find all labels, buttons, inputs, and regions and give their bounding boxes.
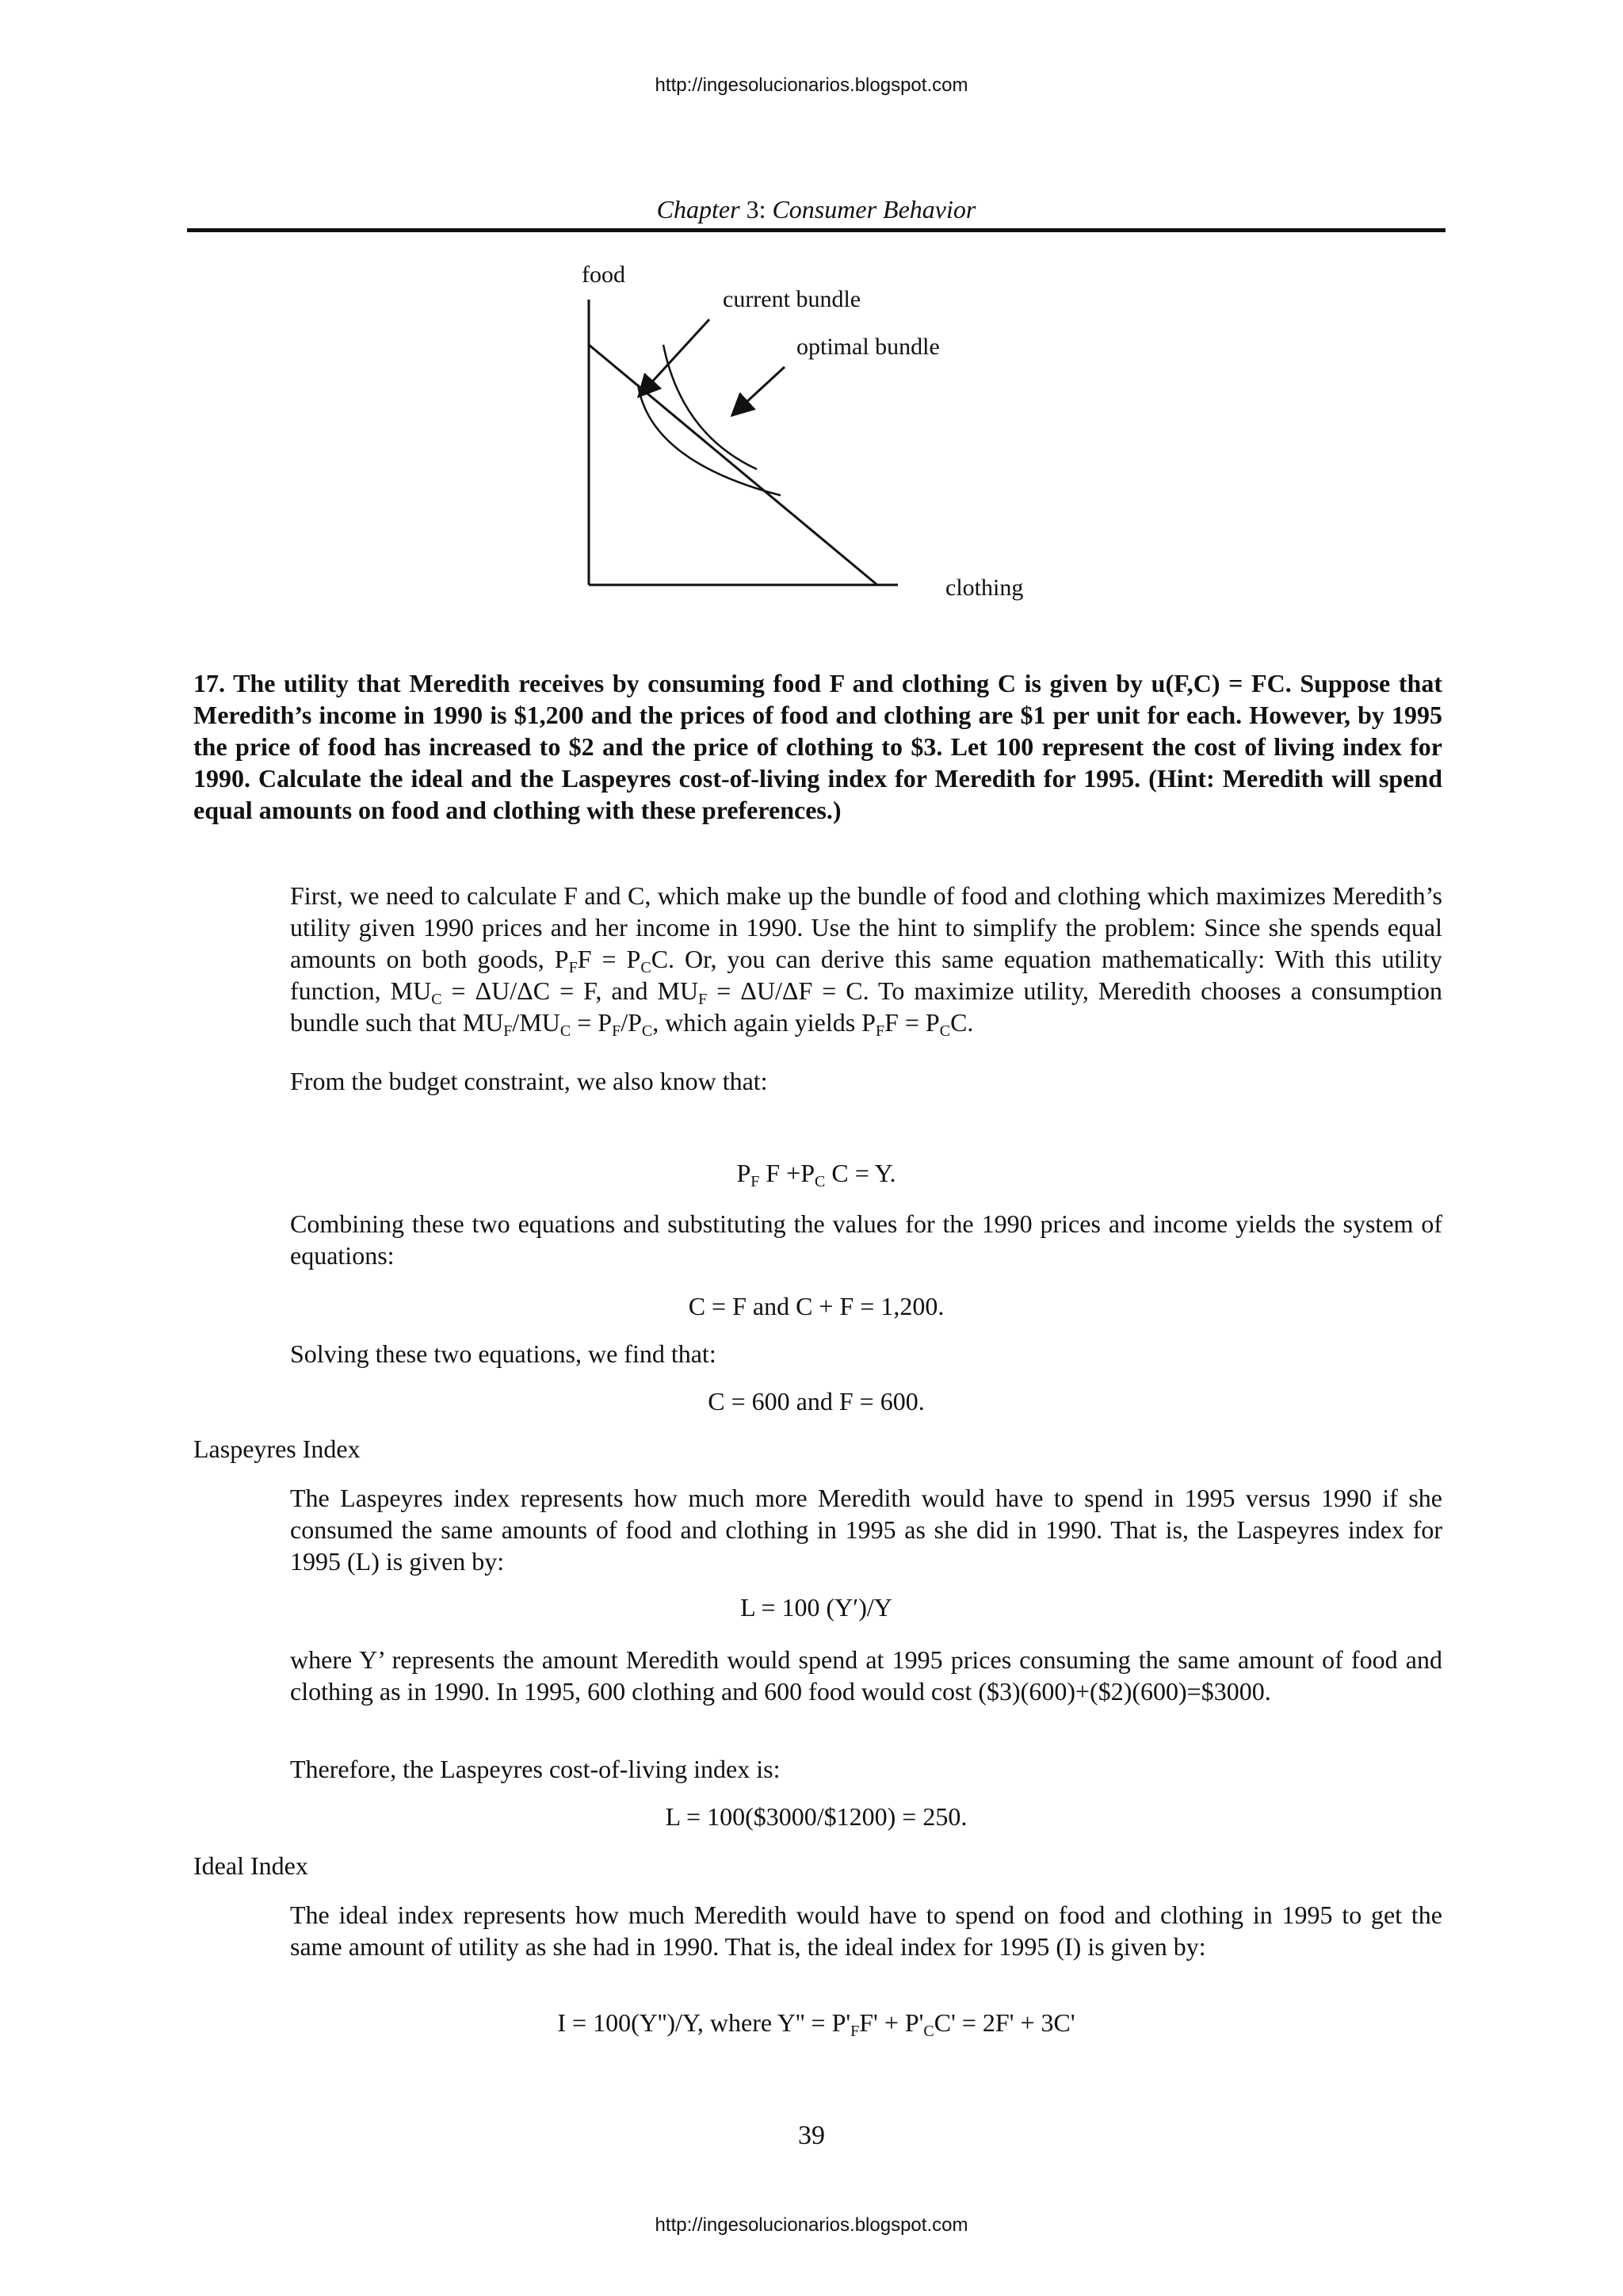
paragraph-yprime: where Y’ represents the amount Meredith would spend at 1995 prices consuming the same amount of food and clothing as in 1990. In 1995, 600 clothing and 600 food would cost ($3)(600)+($2)(600)=$3000. xyxy=(290,1645,1442,1706)
question-17: 17. The utility that Meredith receives by consuming food F and clothing C is given by u(F,C) = FC. Suppose that Meredith’s income in 1990 is $1,200 and the prices of food and clothing are $1 per unit for each. However, by 1995 the price of food has increased to $2 and the price of clothing to $3. Let 100 represent the cost of living index for 1990. Calculate the ideal and the Laspeyres cost-of-living index for Meredith for 1995. (Hint: Meredith will spend equal amounts on food and clothing with these preferences.) xyxy=(193,669,1442,824)
x-axis-label: clothing xyxy=(945,575,1024,601)
equation-laspeyres-value: L = 100($3000/$1200) = 250. xyxy=(665,1802,968,1831)
page-number: 39 xyxy=(798,2121,825,2150)
indifference-figure xyxy=(547,254,1086,610)
optimal-bundle-label: optimal bundle xyxy=(796,334,940,360)
paragraph-combine: Combining these two equations and substituting the values for the 1990 prices and income yields the system of equations: xyxy=(290,1209,1442,1270)
equation-ideal: I = 100(Y'')/Y, where $Y'' = P'_FF' + P'_CC' = 2F' + 3C'$ xyxy=(557,2008,1075,2040)
optimal-bundle-arrow xyxy=(734,367,785,414)
chapter-number: 3 xyxy=(746,195,759,223)
chapter-header: Chapter 3: Consumer Behavior xyxy=(656,195,976,223)
current-bundle-label: current bundle xyxy=(723,286,861,312)
y-axis-label: food xyxy=(582,262,625,288)
paragraph-ideal: The ideal index represents how much Meredith would have to spend on food and clothing in 1995 to get the same amount of utility as she had in 1990. That is, the ideal index for 1995 (I) is given by: xyxy=(290,1901,1442,1961)
header-rule xyxy=(187,228,1445,232)
header-url[interactable]: http://ingesolucionarios.blogspot.com xyxy=(655,74,968,96)
chapter-prefix: Chapter xyxy=(656,195,740,223)
equation-laspeyres: L = 100 (Y′)/Y xyxy=(740,1593,892,1622)
chapter-title: Consumer Behavior xyxy=(772,195,976,223)
equation-budget: $P_F$ $F +P_C$ C = Y. xyxy=(736,1159,896,1190)
footer-url[interactable]: http://ingesolucionarios.blogspot.com xyxy=(655,2214,968,2236)
indifference-curve-current xyxy=(638,384,781,495)
budget-line xyxy=(589,345,877,585)
paragraph-budget: From the budget constraint, we also know that: xyxy=(290,1067,768,1095)
paragraph-therefore: Therefore, the Laspeyres cost-of-living index is: xyxy=(290,1755,781,1783)
equation-solution: C = 600 and F = 600. xyxy=(708,1387,925,1415)
paragraph-solve: Solving these two equations, we find that: xyxy=(290,1339,716,1368)
heading-laspeyres: Laspeyres Index xyxy=(193,1435,361,1463)
paragraph-first: First, we need to calculate F and C, which make up the bundle of food and clothing which maximizes Meredith’s utility given 1990 prices and her income in 1990. Use the hint to simplify the problem: Since she spends equal amounts on both goods, $P_FF = P_CC$. Or, you can derive this same equation mathematically: With this utility function, $MU_C = \Delta U/\Delta C = F$, and $MU_F = \Delta U/\Delta F = C$. To maximize utility, Meredith chooses a consumption bundle such that $MU_F/MU_C = P_F/P_C$, which again yields $P_FF = P_CC$. xyxy=(290,881,1443,1040)
paragraph-laspeyres: The Laspeyres index represents how much more Meredith would have to spend in 1995 versus 1990 if she consumed the same amounts of food and clothing in 1995 as she did in 1990. That is, the Laspeyres index for 1995 (L) is given by: xyxy=(290,1484,1442,1576)
equation-system: C = F and C + F = 1,200. xyxy=(688,1292,945,1320)
heading-ideal: Ideal Index xyxy=(193,1851,308,1880)
